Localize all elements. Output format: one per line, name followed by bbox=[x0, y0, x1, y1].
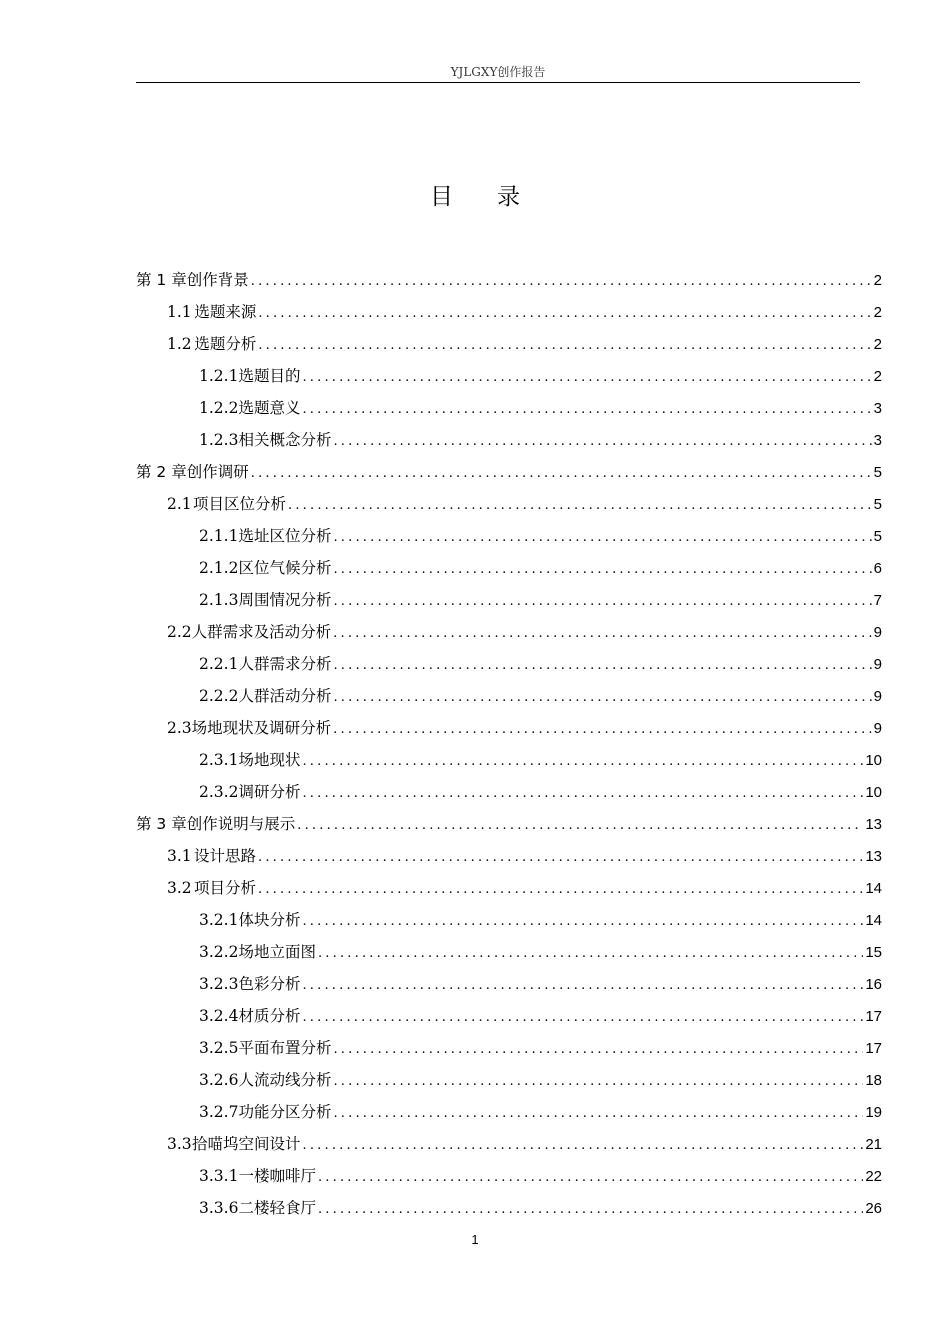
toc-entry-number: 3.2.5 bbox=[199, 1039, 239, 1057]
toc-leader-dots bbox=[333, 522, 871, 554]
toc-entry[interactable] bbox=[136, 1192, 882, 1224]
toc-entry-number: 2.1.2 bbox=[199, 559, 239, 577]
toc-leader-dots bbox=[333, 650, 871, 682]
toc-entry-page: 9 bbox=[873, 720, 882, 737]
toc-entry-page: 10 bbox=[865, 784, 882, 801]
toc-entry-text: 人群需求分析 bbox=[238, 655, 332, 673]
toc-entry-number: 2.1.3 bbox=[199, 591, 239, 609]
toc-entry-text: 场地现状 bbox=[238, 751, 301, 769]
toc-entry-number: 3.2.4 bbox=[199, 1007, 239, 1025]
toc-leader-dots bbox=[333, 714, 871, 746]
toc-entry-text: 一楼咖啡厅 bbox=[238, 1167, 316, 1185]
toc-title bbox=[0, 178, 950, 211]
toc-entry-text: 选题意义 bbox=[238, 399, 301, 417]
toc-leader-dots bbox=[302, 746, 863, 778]
toc-entry-text: 二楼轻食厅 bbox=[238, 1199, 316, 1217]
toc-title-part2: 录 bbox=[497, 184, 520, 210]
toc-entry[interactable] bbox=[136, 456, 882, 488]
toc-entry[interactable] bbox=[136, 584, 882, 616]
toc-entry-number: 3.2.1 bbox=[199, 911, 239, 929]
toc-entry-number: 3.3 bbox=[167, 1135, 192, 1153]
toc-entry[interactable] bbox=[136, 488, 882, 520]
toc-entry-text: 选题分析 bbox=[194, 335, 257, 353]
toc-entry-text: 体块分析 bbox=[238, 911, 301, 929]
toc-leader-dots bbox=[333, 554, 871, 586]
toc-entry[interactable] bbox=[136, 616, 882, 648]
toc-leader-dots bbox=[333, 586, 871, 618]
toc-entry-text: 选题来源 bbox=[194, 303, 257, 321]
toc-leader-dots bbox=[302, 1002, 863, 1034]
toc-leader-dots bbox=[258, 842, 863, 874]
toc-leader-dots bbox=[333, 1066, 863, 1098]
toc-entry-number: 2.3.1 bbox=[199, 751, 239, 769]
toc-leader-dots bbox=[302, 970, 863, 1002]
toc-entry-page: 17 bbox=[865, 1008, 882, 1025]
toc-entry-page: 2 bbox=[873, 368, 882, 385]
toc-entry-number: 第 2 章 bbox=[136, 463, 187, 481]
toc-entry-page: 15 bbox=[865, 944, 882, 961]
toc-leader-dots bbox=[258, 298, 871, 330]
toc-entry-number: 3.2.6 bbox=[199, 1071, 239, 1089]
toc-entry-text: 平面布置分析 bbox=[238, 1039, 332, 1057]
toc-entry-page: 5 bbox=[873, 528, 882, 545]
toc-entry-number: 3.2 bbox=[167, 879, 192, 897]
toc-entry-text: 区位气候分析 bbox=[238, 559, 332, 577]
toc-entry[interactable] bbox=[136, 680, 882, 712]
toc-entry-number: 2.2.1 bbox=[199, 655, 239, 673]
toc-entry-page: 17 bbox=[865, 1040, 882, 1057]
toc-entry-text: 人群活动分析 bbox=[238, 687, 332, 705]
page-header: YJLGXY创作报告 bbox=[136, 62, 860, 83]
toc-entry-text: 设计思路 bbox=[193, 847, 256, 865]
toc-entry-page: 7 bbox=[873, 592, 882, 609]
toc-leader-dots bbox=[333, 426, 871, 458]
toc-entry-number: 1.2 bbox=[167, 335, 192, 353]
toc-entry[interactable] bbox=[136, 1160, 882, 1192]
toc-leader-dots bbox=[258, 330, 871, 362]
toc-entry-page: 26 bbox=[865, 1200, 882, 1217]
toc-entry-page: 19 bbox=[865, 1104, 882, 1121]
toc-entry[interactable] bbox=[136, 552, 882, 584]
toc-entry-number: 2.3.2 bbox=[199, 783, 239, 801]
toc-entry-page: 9 bbox=[873, 624, 882, 641]
toc-leader-dots bbox=[302, 394, 871, 426]
toc-entry-page: 13 bbox=[865, 848, 882, 865]
toc-entry-page: 21 bbox=[865, 1136, 882, 1153]
toc-entry-text: 功能分区分析 bbox=[238, 1103, 332, 1121]
toc-entry-text: 周围情况分析 bbox=[238, 591, 332, 609]
toc-entry-number: 3.2.3 bbox=[199, 975, 239, 993]
toc-entry-number: 1.1 bbox=[167, 303, 192, 321]
toc-entry-page: 3 bbox=[873, 432, 882, 449]
toc-entry-number: 第 3 章 bbox=[136, 815, 187, 833]
toc-leader-dots bbox=[302, 778, 863, 810]
toc-entry-text: 人群需求及活动分析 bbox=[191, 623, 332, 641]
toc-entry[interactable] bbox=[136, 808, 882, 840]
toc-entry-number: 1.2.2 bbox=[199, 399, 239, 417]
toc-entry-number: 3.3.1 bbox=[199, 1167, 239, 1185]
toc-leader-dots bbox=[251, 266, 872, 298]
toc-entry[interactable] bbox=[136, 968, 882, 1000]
toc-leader-dots bbox=[318, 938, 863, 970]
toc-entry-page: 18 bbox=[865, 1072, 882, 1089]
toc-entry[interactable] bbox=[136, 872, 882, 904]
toc-entry-number: 3.2.7 bbox=[199, 1103, 239, 1121]
toc-leader-dots bbox=[333, 682, 871, 714]
toc-entry[interactable] bbox=[136, 520, 882, 552]
toc-entry-page: 5 bbox=[873, 496, 882, 513]
toc-entry-page: 2 bbox=[873, 336, 882, 353]
toc-entry-text: 拾喵坞空间设计 bbox=[191, 1135, 301, 1153]
toc-entry[interactable] bbox=[136, 776, 882, 808]
toc-entry[interactable] bbox=[136, 936, 882, 968]
toc-entry-number: 2.2 bbox=[167, 623, 192, 641]
toc-entry-number: 2.1.1 bbox=[199, 527, 239, 545]
toc-leader-dots bbox=[251, 458, 872, 490]
toc-entry-page: 10 bbox=[865, 752, 882, 769]
toc-entry-page: 3 bbox=[873, 400, 882, 417]
toc-entry-page: 16 bbox=[865, 976, 882, 993]
toc-entry-text: 相关概念分析 bbox=[238, 431, 332, 449]
toc-entry[interactable] bbox=[136, 1128, 882, 1160]
toc-leader-dots bbox=[258, 874, 863, 906]
toc-entry[interactable] bbox=[136, 1000, 882, 1032]
toc-entry-text: 材质分析 bbox=[238, 1007, 301, 1025]
toc-entry-text: 创作背景 bbox=[186, 271, 249, 289]
toc-entry[interactable] bbox=[136, 712, 882, 744]
toc-entry-number: 3.1 bbox=[167, 847, 192, 865]
toc-entry[interactable] bbox=[136, 1064, 882, 1096]
toc-entry[interactable] bbox=[136, 296, 882, 328]
toc-entry[interactable] bbox=[136, 648, 882, 680]
toc-entry-text: 场地立面图 bbox=[238, 943, 316, 961]
toc-entry[interactable] bbox=[136, 424, 882, 456]
toc-entry[interactable] bbox=[136, 1096, 882, 1128]
toc-entry-page: 9 bbox=[873, 688, 882, 705]
toc-entry-page: 13 bbox=[865, 816, 882, 833]
toc-entry-text: 场地现状及调研分析 bbox=[191, 719, 332, 737]
toc-entry[interactable] bbox=[136, 744, 882, 776]
toc-entry-number: 第 1 章 bbox=[136, 271, 187, 289]
toc-entry-text: 创作调研 bbox=[186, 463, 249, 481]
toc-entry-text: 选址区位分析 bbox=[238, 527, 332, 545]
toc-entry-number: 2.3 bbox=[167, 719, 192, 737]
toc-leader-dots bbox=[297, 810, 863, 842]
toc-entry[interactable] bbox=[136, 328, 882, 360]
toc-entry-number: 2.2.2 bbox=[199, 687, 239, 705]
toc-entry-page: 14 bbox=[865, 880, 882, 897]
toc-leader-dots bbox=[318, 1162, 863, 1194]
toc-leader-dots bbox=[288, 490, 872, 522]
toc-leader-dots bbox=[302, 906, 863, 938]
toc-entry[interactable] bbox=[136, 904, 882, 936]
toc-leader-dots bbox=[333, 1034, 863, 1066]
toc-entry-text: 创作说明与展示 bbox=[186, 815, 296, 833]
toc-entry-page: 14 bbox=[865, 912, 882, 929]
toc-entry-number: 1.2.1 bbox=[199, 367, 239, 385]
toc-entry[interactable] bbox=[136, 392, 882, 424]
toc-entry-text: 色彩分析 bbox=[238, 975, 301, 993]
toc-entry[interactable] bbox=[136, 264, 882, 296]
toc-entry-number: 1.2.3 bbox=[199, 431, 239, 449]
toc-entry-page: 2 bbox=[873, 272, 882, 289]
toc-entry[interactable] bbox=[136, 840, 882, 872]
toc-entry-text: 项目区位分析 bbox=[193, 495, 287, 513]
toc-leader-dots bbox=[303, 1130, 864, 1162]
toc-entry-number: 2.1 bbox=[167, 495, 192, 513]
page-number: 1 bbox=[471, 1232, 479, 1247]
toc-leader-dots bbox=[333, 618, 871, 650]
toc-entry-text: 调研分析 bbox=[238, 783, 301, 801]
toc-entry-page: 2 bbox=[873, 304, 882, 321]
toc-entry-number: 3.3.6 bbox=[199, 1199, 239, 1217]
toc-entry-text: 选题目的 bbox=[238, 367, 301, 385]
toc-leader-dots bbox=[302, 362, 871, 394]
toc-entry-page: 9 bbox=[873, 656, 882, 673]
toc-title-part1: 目 bbox=[430, 184, 453, 210]
toc-leader-dots bbox=[318, 1194, 863, 1226]
toc-entry-text: 人流动线分析 bbox=[238, 1071, 332, 1089]
toc-entry[interactable] bbox=[136, 1032, 882, 1064]
toc-entry-page: 6 bbox=[873, 560, 882, 577]
toc-entry-number: 3.2.2 bbox=[199, 943, 239, 961]
toc-entry[interactable] bbox=[136, 360, 882, 392]
toc-entry-page: 22 bbox=[865, 1168, 882, 1185]
table-of-contents bbox=[136, 264, 882, 1224]
toc-entry-text: 项目分析 bbox=[193, 879, 256, 897]
toc-leader-dots bbox=[333, 1098, 863, 1130]
toc-entry-page: 5 bbox=[873, 464, 882, 481]
